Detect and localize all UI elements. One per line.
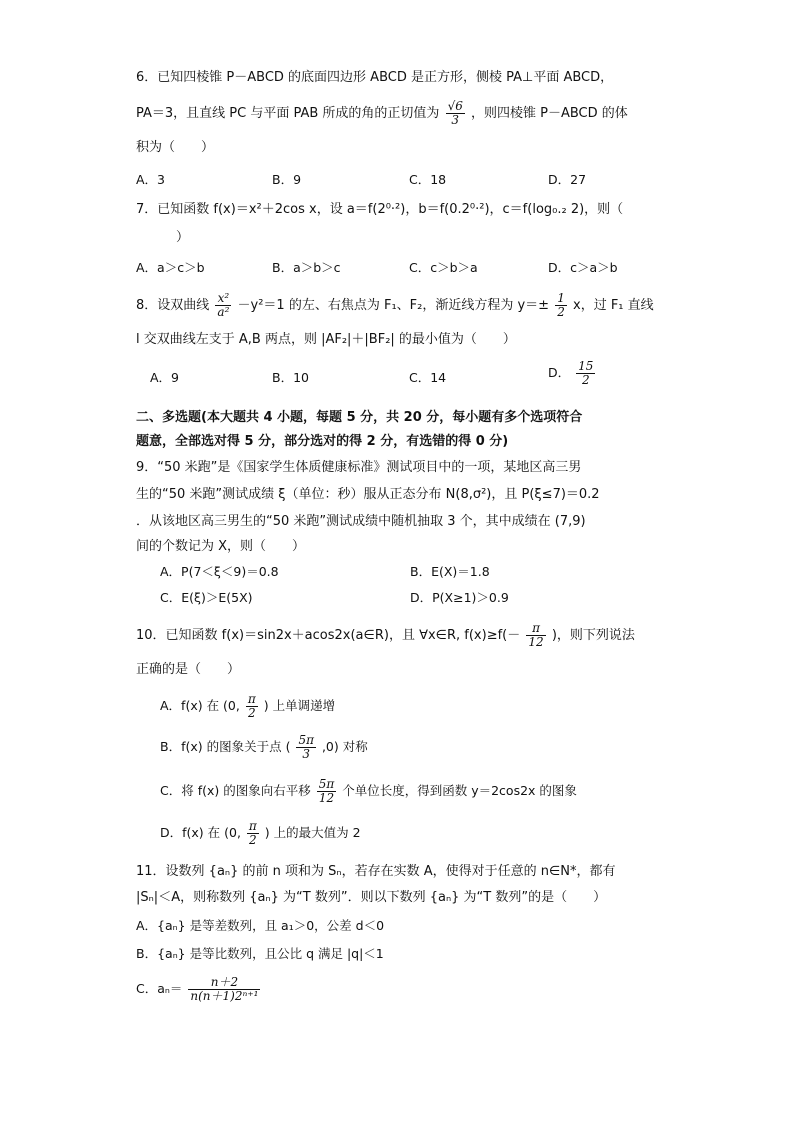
q10-option-a	[160, 693, 335, 720]
q10-option-b	[160, 734, 368, 761]
q10-optA-fraction	[246, 693, 258, 720]
q8-option-b: B．10	[272, 370, 309, 385]
q8-frac1-den: a²	[217, 305, 230, 319]
q8-option-d-num: 15	[578, 359, 594, 373]
q8-option-d-den: 2	[581, 373, 590, 387]
q10-optC-text-a: C．将 f(x) 的图象向右平移	[160, 783, 311, 798]
q10-optC-text-b: 个单位长度，得到函数 y＝2cos2x 的图象	[342, 783, 577, 798]
q10-optC-den: 12	[318, 791, 335, 805]
q10-optB-num: 5π	[298, 733, 314, 747]
q6-line-2-text-a: PA＝3，且直线 PC 与平面 PAB 所成的角的正切值为	[136, 106, 440, 121]
q10-optD-den: 2	[249, 833, 257, 847]
q9-option-b: B．E(X)＝1.8	[410, 564, 490, 579]
q10-optD-fraction	[247, 820, 259, 847]
q9-option-a: A．P(7＜ξ＜9)＝0.8	[160, 564, 279, 579]
q11-optC-den: n(n＋1)2ⁿ⁺¹	[190, 989, 259, 1003]
q8-option-d	[548, 360, 597, 387]
q10-text-a: 10．已知函数 f(x)＝sin2x＋acos2x(a∈R)，且 ∀x∈R, f(x)≥f(－	[136, 628, 521, 643]
q10-fraction	[526, 622, 545, 649]
q8-line-1	[136, 292, 654, 319]
q7-option-b: B．a＞b＞c	[272, 260, 341, 275]
q8-option-d-fraction	[576, 360, 595, 387]
q9-line-3: ．从该地区高三男生的“50 米跑”测试成绩中随机抽取 3 个，其中成绩在 (7,9)	[136, 514, 586, 529]
q11-optC-num: n＋2	[188, 976, 260, 990]
q8-frac2-den: 2	[557, 305, 565, 319]
q6-frac-num: √6	[447, 99, 463, 113]
q9-line-4: 间的个数记为 X，则（ ）	[136, 539, 306, 554]
q8-asymptote-fraction	[555, 292, 567, 319]
q6-line-3: 积为（ ）	[136, 140, 215, 155]
q8-option-a: A．9	[150, 370, 180, 385]
q10-line-1	[136, 622, 635, 649]
q11-line-2: |Sₙ|＜A，则称数列 {aₙ} 为“T 数列”．则以下数列 {aₙ} 为“T 数列”的是（ ）	[136, 890, 607, 905]
q7-line-2: ）	[176, 230, 190, 245]
q11-option-a: A．{aₙ} 是等差数列，且 a₁＞0，公差 d＜0	[136, 918, 385, 933]
q6-option-a: A．3	[136, 172, 166, 187]
q10-option-c	[160, 778, 577, 805]
q8-hyperbola-fraction	[215, 292, 231, 319]
q8-option-d-label: D．	[548, 365, 571, 380]
q7-option-d: D．c＞a＞b	[548, 260, 618, 275]
q8-text-b: －y²＝1 的左、右焦点为 F₁、F₂，渐近线方程为 y＝±	[237, 298, 550, 313]
section-2-heading-line-2: 题意，全部选对得 5 分，部分选对的得 2 分，有选错的得 0 分)	[136, 434, 509, 449]
q10-text-b: )，则下列说法	[551, 628, 635, 643]
q10-option-d	[160, 820, 361, 847]
q10-optB-den: 3	[302, 747, 311, 761]
q11-option-b: B．{aₙ} 是等比数列，且公比 q 满足 |q|＜1	[136, 946, 384, 961]
q10-frac-den: 12	[528, 635, 544, 649]
q11-line-1: 11．设数列 {aₙ} 的前 n 项和为 Sₙ，若存在实数 A，使得对于任意的 n∈N*，都有	[136, 864, 616, 879]
q10-optD-text-b: ) 上的最大值为 2	[264, 825, 361, 840]
q8-frac2-num: 1	[557, 291, 565, 305]
q6-frac-den: 3	[451, 113, 460, 127]
q7-option-c: C．c＞b＞a	[409, 260, 478, 275]
q6-line-2	[136, 100, 628, 127]
q10-frac-num: π	[526, 622, 545, 636]
q9-line-2: 生的“50 米跑”测试成绩 ξ（单位：秒）服从正态分布 N(8,σ²)，且 P(ξ≤7)＝0.2	[136, 487, 600, 502]
q11-optC-text-a: C．aₙ＝	[136, 981, 183, 996]
q6-option-b: B．9	[272, 172, 302, 187]
q6-tan-fraction	[446, 100, 465, 127]
q6-line-1: 6．已知四棱锥 P－ABCD 的底面四边形 ABCD 是正方形，侧棱 PA⊥平面 ABCD，	[136, 70, 614, 85]
q9-line-1: 9．“50 米跑”是《国家学生体质健康标准》测试项目中的一项，某地区高三男	[136, 460, 582, 475]
q10-optB-text-b: ,0) 对称	[321, 739, 368, 754]
q10-optC-num: 5π	[318, 777, 335, 791]
q10-optA-den: 2	[247, 706, 256, 720]
q8-frac1-num: x²	[215, 292, 231, 306]
q10-optA-text-b: ) 上单调递增	[263, 698, 336, 713]
q9-option-c: C．E(ξ)＞E(5X)	[160, 590, 253, 605]
q7-option-a: A．a＞c＞b	[136, 260, 205, 275]
q6-option-d: D．27	[548, 172, 587, 187]
q10-optB-fraction	[296, 734, 316, 761]
q8-option-c: C．14	[409, 370, 447, 385]
q10-optD-text-a: D．f(x) 在 (0,	[160, 825, 241, 840]
q10-optB-text-a: B．f(x) 的图象关于点 (	[160, 739, 291, 754]
q7-line-1: 7．已知函数 f(x)＝x²＋2cos x，设 a＝f(2⁰·²)，b＝f(0.2⁰·²)，c＝f(log₀.₂ 2)，则（	[136, 202, 624, 217]
q10-optD-num: π	[248, 819, 257, 833]
q11-optC-fraction	[188, 976, 260, 1003]
q10-optC-fraction	[317, 778, 337, 805]
q10-optA-text-a: A．f(x) 在 (0,	[160, 698, 240, 713]
q8-text-c: x，过 F₁ 直线	[573, 298, 654, 313]
section-2-heading-line-1: 二、多选题(本大题共 4 小题，每题 5 分，共 20 分，每小题有多个选项符合	[136, 410, 583, 425]
q8-line-2: l 交双曲线左支于 A,B 两点，则 |AF₂|＋|BF₂| 的最小值为（ ）	[136, 332, 516, 347]
q11-option-c	[136, 976, 262, 1003]
q6-line-2-text-b: ，则四棱锥 P－ABCD 的体	[471, 106, 628, 121]
q10-line-2: 正确的是（ ）	[136, 662, 241, 677]
q8-text-a: 8．设双曲线	[136, 298, 210, 313]
q6-option-c: C．18	[409, 172, 447, 187]
q10-optA-num: π	[247, 692, 256, 706]
q9-option-d: D．P(X≥1)＞0.9	[410, 590, 509, 605]
